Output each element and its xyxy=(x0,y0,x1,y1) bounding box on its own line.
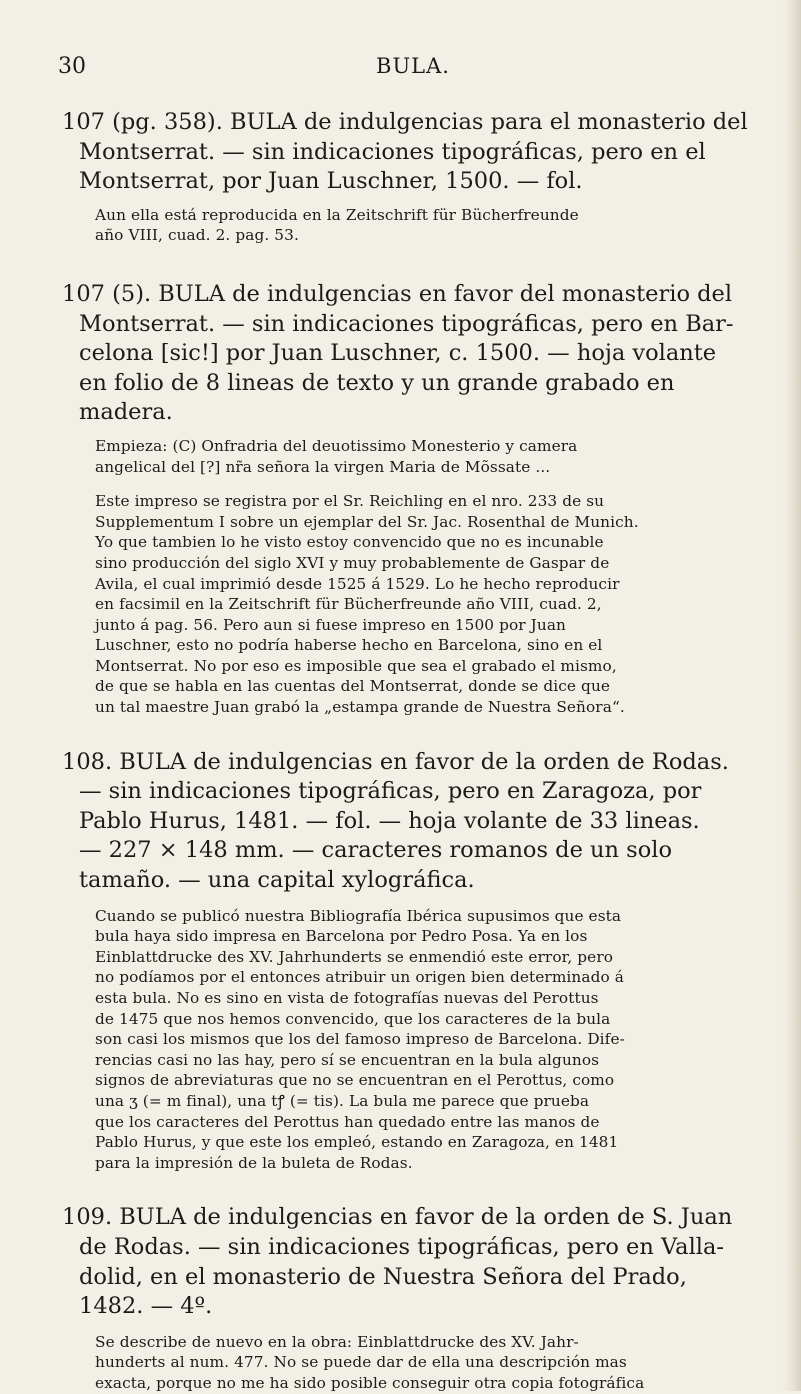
note-line: Luschner, esto no podría haberse hecho en Barcelona, sino en el xyxy=(95,636,603,655)
note-line: Cuando se publicó nuestra Bibliografía Ibérica supusimos que esta xyxy=(95,906,622,925)
note-line: Este impreso se registra por el Sr. Reichling en el nro. 233 de su xyxy=(95,492,605,511)
note-line: Se describe de nuevo en la obra: Einblattdrucke des XV. Jahr- xyxy=(95,1332,579,1351)
heading-line: — 227 × 148 mm. — caracteres romanos de un solo xyxy=(79,837,673,864)
note-line: Montserrat. No por eso es imposible que sea el grabado el mismo, xyxy=(95,656,617,675)
page-header xyxy=(58,54,768,88)
note-line: bula haya sido impresa en Barcelona por Pedro Posa. Ya en los xyxy=(95,927,588,946)
entry-note xyxy=(62,906,762,1174)
note-line: son casi los mismos que los del famoso impreso de Barcelona. Dife- xyxy=(95,1030,625,1049)
note-line: Pablo Hurus, y que este los empleó, estando en Zaragoza, en 1481 xyxy=(95,1133,619,1152)
note-line: para la impresión de la buleta de Rodas. xyxy=(95,1153,413,1172)
heading-line: 108. BULA de indulgencias en favor de la orden de Rodas. xyxy=(62,748,729,775)
note-line: no podíamos por el entonces atribuir un origen bien determinado á xyxy=(95,968,624,987)
heading-line: celona [sic!] por Juan Luschner, c. 1500. — hoja volante xyxy=(79,340,717,367)
note-line: sino producción del siglo XVI y muy probablemente de Gaspar de xyxy=(95,553,610,572)
note-line: rencias casi no las hay, pero sí se encuentran en la bula algunos xyxy=(95,1050,600,1069)
entry-note xyxy=(62,491,762,718)
note-line: angelical del [?] nr̃a señora la virgen Maria de Mõssate ... xyxy=(95,457,551,476)
note-line: año VIII, cuad. 2. pag. 53. xyxy=(95,226,299,245)
note-line: un tal maestre Juan grabó la „estampa grande de Nuestra Señora“. xyxy=(95,698,625,717)
heading-line: Montserrat. — sin indicaciones tipográficas, pero en el xyxy=(79,138,706,165)
heading-line: 107 (pg. 358). BULA de indulgencias para el monasterio del xyxy=(62,109,748,135)
entry-107-pg358 xyxy=(62,108,762,246)
note-line: en facsimil en la Zeitschrift für Bücherfreunde año VIII, cuad. 2, xyxy=(95,595,602,614)
heading-line: Montserrat, por Juan Luschner, 1500. — fol. xyxy=(79,168,583,195)
note-line: una ʒ (= m final), una tꝭ (= tis). La bula me parece que prueba xyxy=(95,1091,590,1110)
entry-note xyxy=(62,1332,762,1394)
entry-heading xyxy=(62,1203,762,1321)
entry-109 xyxy=(62,1203,762,1393)
entry-heading xyxy=(62,108,762,197)
note-line: signos de abreviaturas que no se encuentran en el Perottus, como xyxy=(95,1071,615,1090)
entry-108 xyxy=(62,748,762,1174)
heading-line: Montserrat. — sin indicaciones tipográficas, pero en Bar- xyxy=(79,310,734,337)
heading-line: en folio de 8 lineas de texto y un grande grabado en xyxy=(79,369,675,396)
note-line: exacta, porque no me ha sido posible conseguir otra copia fotográfica xyxy=(95,1373,645,1392)
note-line: esta bula. No es sino en vista de fotografías nuevas del Perottus xyxy=(95,989,599,1007)
note-line: junto á pag. 56. Pero aun si fuese impreso en 1500 por Juan xyxy=(95,615,566,634)
heading-line: 1482. — 4º. xyxy=(79,1293,213,1320)
note-line: de 1475 que nos hemos convencido, que los caracteres de la bula xyxy=(95,1009,611,1028)
heading-line: de Rodas. — sin indicaciones tipográficas, pero en Valla- xyxy=(79,1233,724,1260)
note-line: Yo que tambien lo he visto estoy convencido que no es incunable xyxy=(95,533,604,552)
entry-heading xyxy=(62,748,762,896)
entry-heading xyxy=(62,280,762,428)
entry-note xyxy=(62,205,762,246)
note-line: Supplementum I sobre un ejemplar del Sr. Jac. Rosenthal de Munich. xyxy=(95,512,639,531)
note-line: Empieza: (C) Onfradria del deuotissimo Monesterio y camera xyxy=(95,436,578,455)
note-line: Aun ella está reproducida en la Zeitschrift für Bücherfreunde xyxy=(95,205,579,224)
heading-line: dolid, en el monasterio de Nuestra Señora del Prado, xyxy=(79,1263,687,1290)
page-body xyxy=(62,108,762,1394)
note-line: que los caracteres del Perottus han quedado entre las manos de xyxy=(95,1112,600,1131)
page-number: 30 xyxy=(58,54,86,79)
heading-line: — sin indicaciones tipográficas, pero en Zaragoza, por xyxy=(79,778,702,805)
entry-note-incipit xyxy=(62,436,762,477)
note-line: hunderts al num. 477. No se puede dar de ella una descripción mas xyxy=(95,1353,627,1372)
page-edge-shadow xyxy=(783,0,801,1391)
heading-line: 109. BULA de indulgencias en favor de la orden de S. Juan xyxy=(62,1204,733,1231)
heading-line: Pablo Hurus, 1481. — fol. — hoja volante de 33 lineas. xyxy=(79,807,700,834)
note-line: Avila, el cual imprimió desde 1525 á 1529. Lo he hecho reproducir xyxy=(95,574,620,593)
heading-line: madera. xyxy=(79,399,173,426)
heading-line: 107 (5). BULA de indulgencias en favor del monasterio del xyxy=(62,280,733,307)
heading-line: tamaño. — una capital xylográfica. xyxy=(79,867,475,894)
note-line: de que se habla en las cuentas del Montserrat, donde se dice que xyxy=(95,677,611,696)
entry-107-5 xyxy=(62,280,762,718)
running-title: BULA. xyxy=(376,54,450,78)
note-line: Einblattdrucke des XV. Jahrhunderts se enmendió este error, pero xyxy=(95,947,614,966)
